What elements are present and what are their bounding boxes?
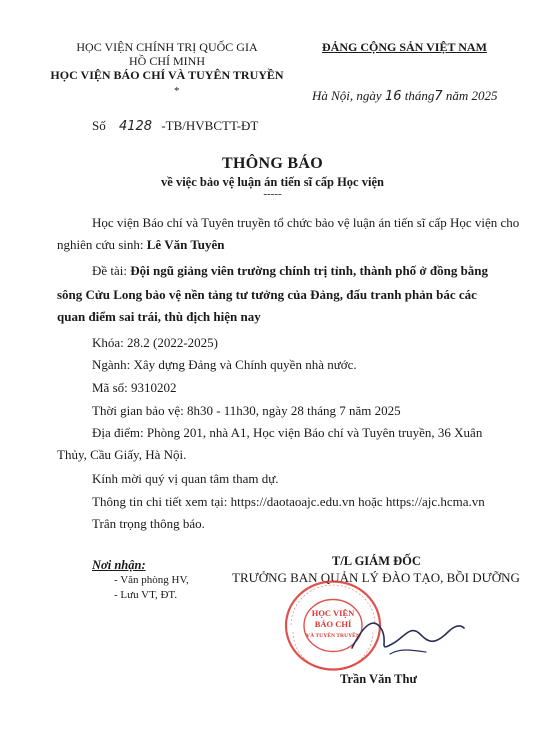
seal-text-2: BÁO CHÍ <box>314 619 352 629</box>
date-prefix: Hà Nội, ngày <box>312 88 382 103</box>
handwritten-signature <box>340 594 470 669</box>
body-code: Mã số: 9310202 <box>92 380 177 395</box>
date-line <box>312 88 498 104</box>
body-place-line-1: Địa điểm: Phòng 201, nhà A1, Học viện Báo chí và Tuyên truyền, 36 Xuân <box>92 425 483 440</box>
body-topic-line-3: quan điểm sai trái, thù địch hiện nay <box>57 309 261 324</box>
title-separator: ----- <box>263 188 282 200</box>
date-month: 7 <box>434 89 443 104</box>
body-candidate <box>57 236 225 254</box>
document-title: THÔNG BÁO <box>222 155 323 172</box>
issuing-agency <box>42 40 292 82</box>
number-suffix: -TB/HVBCTT-ĐT <box>161 118 259 133</box>
body-time: Thời gian bảo vệ: 8h30 - 11h30, ngày 28 tháng 7 năm 2025 <box>92 403 401 418</box>
body-course: Khóa: 28.2 (2022-2025) <box>92 335 219 350</box>
agency-line-2: HỒ CHÍ MINH <box>129 54 205 68</box>
signature-title-2: TRƯỞNG BAN QUẢN LÝ ĐÀO TẠO, BỒI DƯỠNG <box>232 570 520 585</box>
body-intro: Học viện Báo chí và Tuyên truyền tổ chức bảo vệ luận án tiến sĩ cấp Học viện cho <box>92 215 520 230</box>
recipient-item: - Văn phòng HV, <box>114 574 189 586</box>
party-name: ĐẢNG CỘNG SẢN VIỆT NAM <box>322 40 487 54</box>
candidate-label: nghiên cứu sinh: <box>57 237 144 252</box>
signer-name: Trần Văn Thư <box>340 672 417 686</box>
agency-line-1: HỌC VIỆN CHÍNH TRỊ QUỐC GIA <box>76 40 258 54</box>
document-subtitle: về việc bảo vệ luận án tiến sĩ cấp Học viện <box>161 175 384 189</box>
topic-label: Đề tài: <box>92 263 128 278</box>
document-number <box>92 118 258 134</box>
number-value: 4128 <box>118 119 153 134</box>
topic-text-1: Đội ngũ giảng viên trường chính trị tỉnh, thành phố ở đồng bằng <box>130 263 489 278</box>
agency-line-3: HỌC VIỆN BÁO CHÍ VÀ TUYÊN TRUYỀN <box>50 68 284 82</box>
date-day: 16 <box>384 89 402 104</box>
body-topic-line-1 <box>92 262 488 280</box>
date-month-label: tháng <box>404 88 435 103</box>
body-place-line-2: Thủy, Cầu Giấy, Hà Nội. <box>57 447 187 462</box>
recipients-label: Nơi nhận: <box>92 558 146 572</box>
seal-text-3: VÀ TUYÊN TRUYỀN <box>306 633 360 639</box>
header-star: * <box>174 85 180 97</box>
body-closing: Trân trọng thông báo. <box>92 516 205 531</box>
date-year: năm 2025 <box>445 88 498 103</box>
seal-text-1: HỌC VIỆN <box>311 608 355 618</box>
body-invite: Kính mời quý vị quan tâm tham dự. <box>92 471 279 486</box>
body-topic-line-2: sông Cửu Long bảo vệ nền tảng tư tưởng của Đảng, đấu tranh phản bác các <box>57 287 477 302</box>
number-prefix: Số <box>92 118 106 133</box>
body-major: Ngành: Xây dựng Đảng và Chính quyền nhà nước. <box>92 357 357 372</box>
recipient-item: - Lưu VT, ĐT. <box>114 589 178 601</box>
signature-title-1: T/L GIÁM ĐỐC <box>332 554 421 568</box>
candidate-name: Lê Văn Tuyên <box>146 237 225 252</box>
body-info: Thông tin chi tiết xem tại: https://daotaoajc.edu.vn hoặc https://ajc.hcma.vn <box>92 494 485 509</box>
